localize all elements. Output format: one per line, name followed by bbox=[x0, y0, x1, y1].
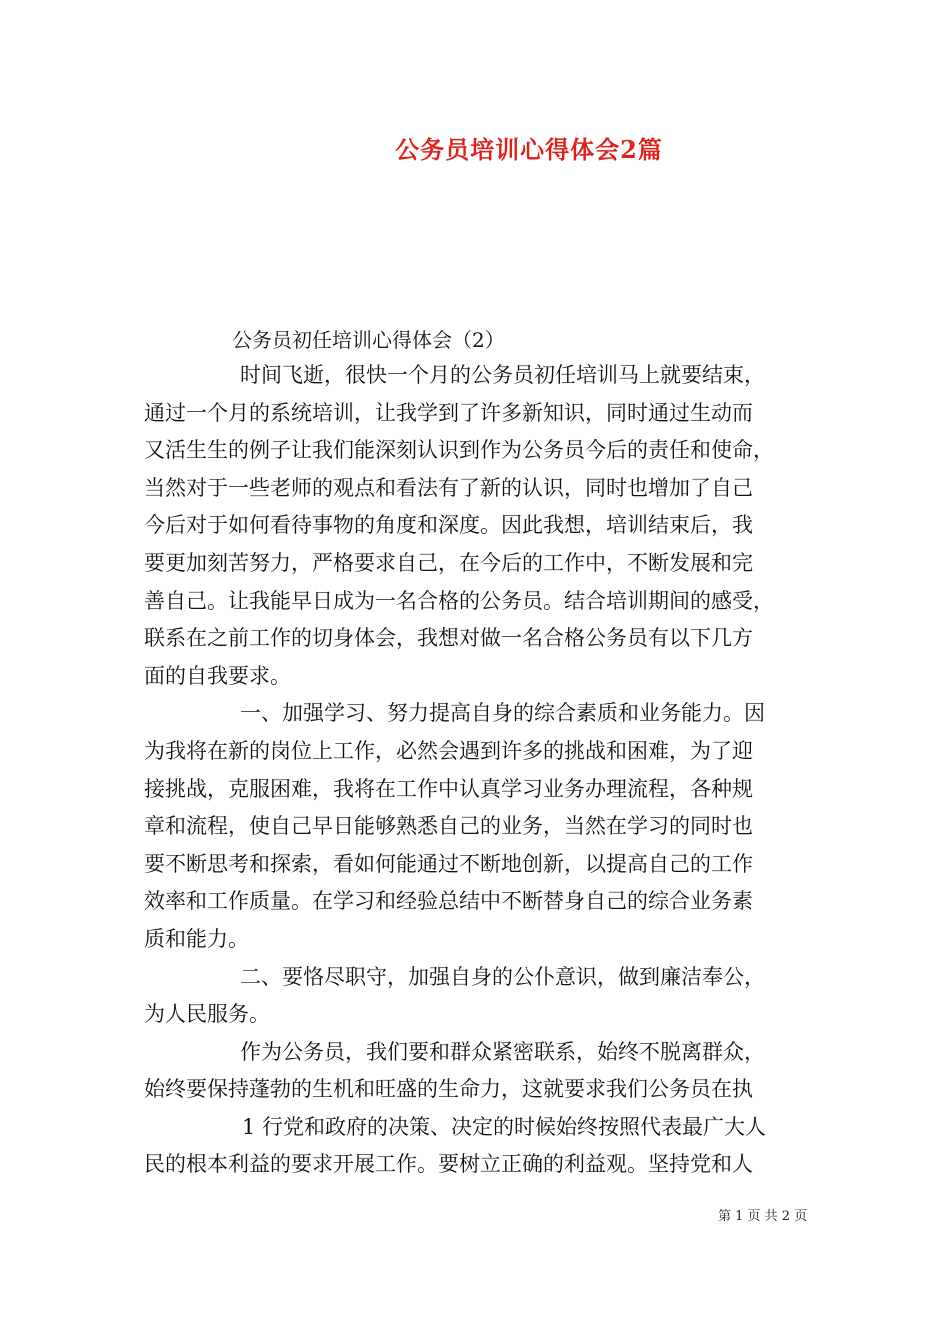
body-line: 章和流程，使自己早日能够熟悉自己的业务，当然在学习的同时也 bbox=[144, 814, 753, 839]
body-line: 质和能力。 bbox=[144, 926, 249, 951]
body-line: 面的自我要求。 bbox=[144, 663, 291, 688]
document-body bbox=[144, 357, 824, 1184]
body-line: 作为公务员，我们要和群众紧密联系，始终不脱离群众， bbox=[240, 1039, 765, 1064]
body-line: 为人民服务。 bbox=[144, 1002, 270, 1027]
document-title: 公务员培训心得体会2篇 bbox=[395, 135, 663, 164]
body-line: 一、加强学习、努力提高自身的综合素质和业务能力。因 bbox=[240, 701, 765, 726]
body-line: 通过一个月的系统培训，让我学到了许多新知识，同时通过生动而 bbox=[144, 400, 753, 425]
body-line: 为我将在新的岗位上工作，必然会遇到许多的挑战和困难，为了迎 bbox=[144, 738, 753, 763]
body-line: 民的根本利益的要求开展工作。要树立正确的利益观。坚持党和人 bbox=[144, 1152, 753, 1177]
body-line: 1 行党和政府的决策、决定的时候始终按照代表最广大人 bbox=[242, 1114, 767, 1139]
body-line: 又活生生的例子让我们能深刻认识到作为公务员今后的责任和使命， bbox=[144, 438, 774, 463]
body-line: 效率和工作质量。在学习和经验总结中不断替身自己的综合业务素 bbox=[144, 889, 753, 914]
body-line: 要更加刻苦努力，严格要求自己，在今后的工作中，不断发展和完 bbox=[144, 550, 753, 575]
body-line: 时间飞逝，很快一个月的公务员初任培训马上就要结束， bbox=[240, 363, 765, 387]
body-line: 联系在之前工作的切身体会，我想对做一名合格公务员有以下几方 bbox=[144, 626, 753, 651]
body-line: 今后对于如何看待事物的角度和深度。因此我想，培训结束后，我 bbox=[144, 513, 753, 538]
body-line: 要不断思考和探索，看如何能通过不断地创新，以提高自己的工作 bbox=[144, 851, 753, 876]
page-footer: 第 1 页 共 2 页 bbox=[718, 1209, 808, 1224]
body-line: 善自己。让我能早日成为一名合格的公务员。结合培训期间的感受， bbox=[144, 588, 774, 613]
section-subtitle: 公务员初任培训心得体会（2） bbox=[232, 328, 505, 352]
body-line: 二、要恪尽职守，加强自身的公仆意识，做到廉洁奉公， bbox=[240, 964, 765, 989]
body-line: 接挑战，克服困难，我将在工作中认真学习业务办理流程，各种规 bbox=[144, 776, 753, 801]
body-line: 当然对于一些老师的观点和看法有了新的认识，同时也增加了自己 bbox=[144, 475, 753, 500]
body-line: 始终要保持蓬勃的生机和旺盛的生命力，这就要求我们公务员在执 bbox=[144, 1077, 753, 1102]
